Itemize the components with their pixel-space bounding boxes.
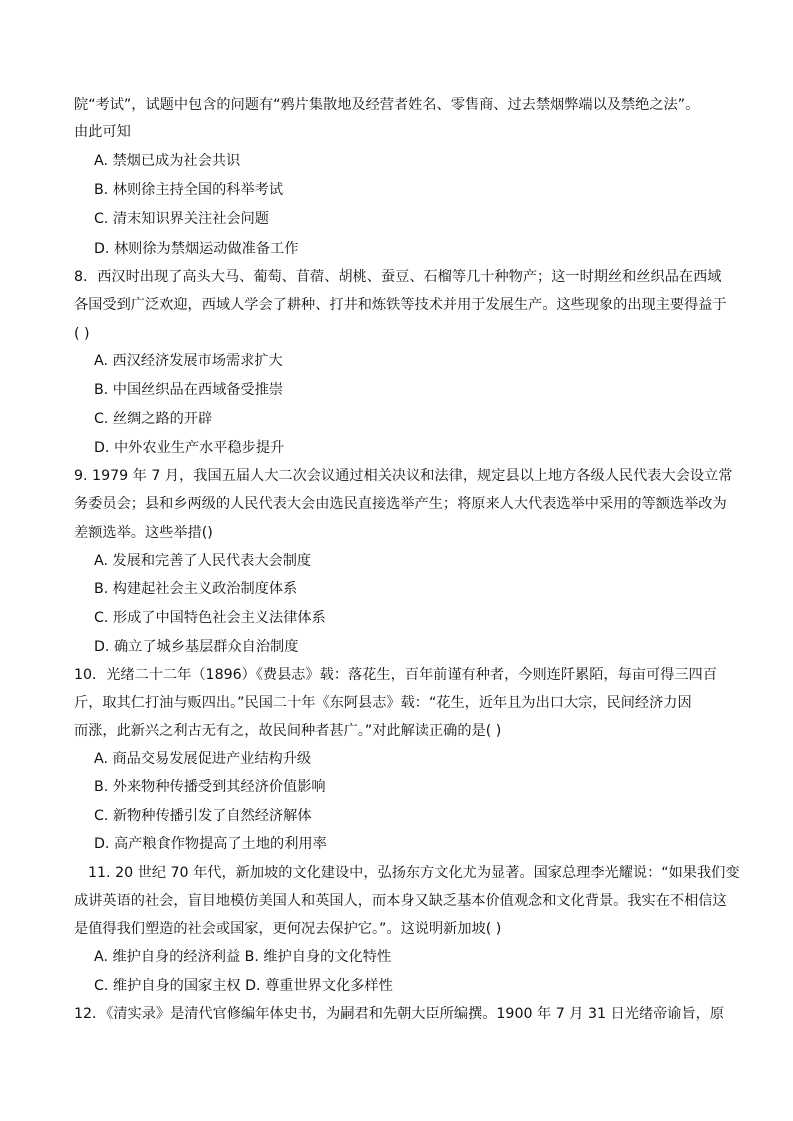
- question-stem: 11. 20 世纪 70 年代，新加坡的文化建设中，弘扬东方文化尤为显著。国家总理李光耀说：“如果我们变: [88, 865, 740, 881]
- answer-option: B. 中国丝织品在西域备受推崇: [94, 382, 284, 398]
- question-stem: 8．西汉时出现了高头大马、葡萄、苜蓿、胡桃、蚕豆、石榴等几十种物产；这一时期丝和丝织品在西域: [74, 269, 722, 285]
- answer-option: B. 构建起社会主义政治制度体系: [94, 581, 298, 597]
- text-line: 是值得我们塑造的社会或国家，更何况去保护它。”。这说明新加坡( ): [74, 921, 502, 937]
- answer-option: A. 维护自身的经济利益 B. 维护自身的文化特性: [94, 949, 392, 965]
- text-line: 成讲英语的社会，盲目地模仿美国人和英国人，而本身又缺乏基本价值观念和文化背景。我实在不相信这: [74, 893, 727, 909]
- answer-option: D. 确立了城乡基层群众自治制度: [94, 639, 299, 655]
- answer-option: B. 外来物种传播受到其经济价值影响: [94, 779, 326, 795]
- answer-option: D. 高产粮食作物提高了土地的利用率: [94, 836, 327, 852]
- text-line: 各国受到广泛欢迎，西域人学会了耕种、打井和炼铁等技术并用于发展生产。这些现象的出现主要得益于: [74, 297, 727, 313]
- text-line: 差额选举。这些举措(): [74, 525, 213, 541]
- answer-option: C. 形成了中国特色社会主义法律体系: [94, 610, 326, 626]
- text-line: 务委员会；县和乡两级的人民代表大会由选民直接选举产生；将原来人大代表选举中采用的等额选举改为: [74, 496, 727, 512]
- answer-option: A. 西汉经济发展市场需求扩大: [94, 353, 283, 369]
- answer-option: C. 维护自身的国家主权 D. 尊重世界文化多样性: [94, 978, 393, 994]
- question-stem: 9. 1979 年 7 月，我国五届人大二次会议通过相关决议和法律，规定县以上地方各级人民代表大会设立常: [74, 468, 733, 484]
- answer-option: C. 清末知识界关注社会问题: [94, 211, 269, 227]
- answer-option: D. 林则徐为禁烟运动做准备工作: [94, 241, 299, 257]
- question-stem: 12．《清实录》是清代官修编年体史书，为嗣君和先朝大臣所编撰。1900 年 7 月 31 日光绪帝谕旨，原: [74, 1006, 725, 1022]
- answer-option: C. 丝绸之路的开辟: [94, 411, 213, 427]
- answer-option: B. 林则徐主持全国的科举考试: [94, 182, 284, 198]
- text-line: 由此可知: [74, 124, 131, 140]
- answer-option: A. 商品交易发展促进产业结构升级: [94, 751, 312, 767]
- text-line: 院“考试”，试题中包含的问题有“鸦片集散地及经营者姓名、零售商、过去禁烟弊端以及禁绝之法”。: [74, 97, 700, 113]
- answer-option: A. 禁烟已成为社会共识: [94, 153, 241, 169]
- question-stem: 10．光绪二十二年（1896）《费县志》载：落花生，百年前谨有种者，今则连阡累陌，每亩可得三四百: [74, 667, 717, 683]
- text-line: 斤，取其仁打油与贩四出。”民国二十年《东阿县志》载：“花生，近年且为出口大宗，民间经济力因: [74, 695, 692, 711]
- answer-option: A. 发展和完善了人民代表大会制度: [94, 553, 312, 569]
- answer-option: D. 中外农业生产水平稳步提升: [94, 440, 285, 456]
- text-line: ( ): [74, 326, 90, 342]
- answer-option: C. 新物种传播引发了自然经济解体: [94, 808, 312, 824]
- text-line: 而涨，此新兴之利古无有之，故民间种者甚广。”对此解读正确的是( ): [74, 723, 502, 739]
